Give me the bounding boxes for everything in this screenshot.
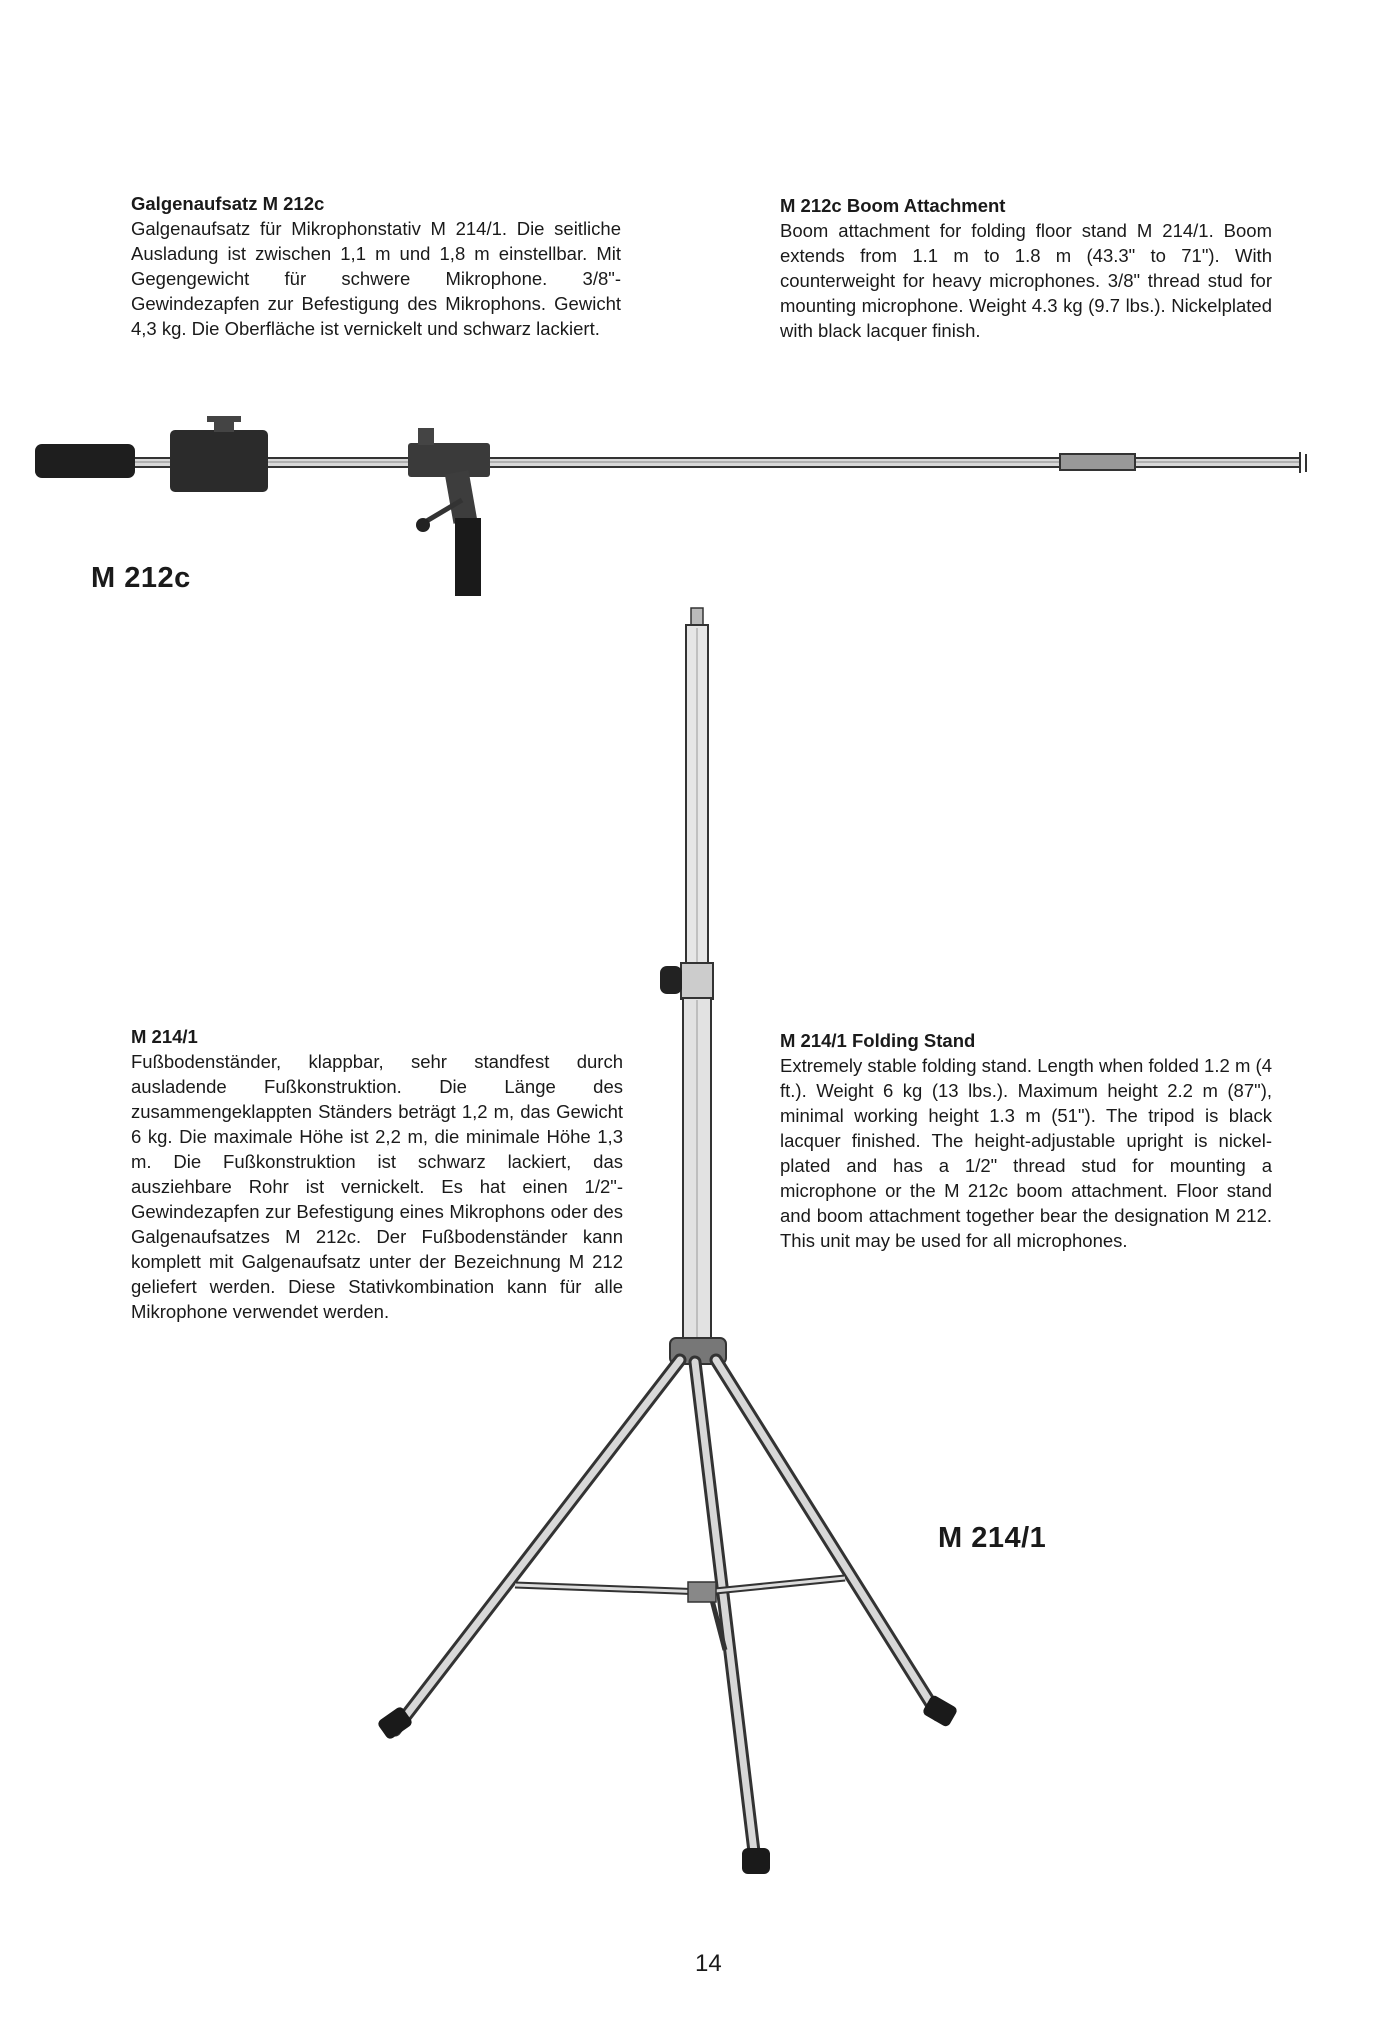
stand-title-german: M 214/1: [131, 1026, 198, 1047]
boom-body-german: Galgenaufsatz für Mikrophonstativ M 214/1. Die seitliche Ausladung ist zwischen 1,1 m und 1,8 m einstellbar. Mit Gegengewicht für schwere Mikrophone. 3/8"-Gewindezapfen zur Befestigung des Mikrophons. Gewicht 4,3 kg. Die Oberfläche ist vernickelt und schwarz lackiert.: [131, 218, 621, 339]
boom-body-english: Boom attachment for folding floor stand M 214/1. Boom extends from 1.1 m to 1.8 m (43.3" to 71"). With counterweight for heavy microphones. 3/8" thread stud for mounting microphone. Weight 4.3 kg (9.7 lbs.). Nickelplated with black lacquer finish.: [780, 220, 1272, 341]
stand-body-german: Fußbodenständer, klappbar, sehr standfest durch ausladende Fußkonstruktion. Die Länge des zusammengeklappten Ständers beträgt 1,2 m, das Gewicht 6 kg. Die maximale Höhe ist 2,2 m, die minimale Höhe 1,3 m. Die Fußkonstruktion ist schwarz lackiert, das ausziehbare Rohr ist vernickelt. Es hat einen 1/2"-Gewindezapfen zur Befestigung eines Mikrophons oder des Galgenaufsatzes M 212c. Der Fußbodenständer kann komplett mit Galgenaufsatz unter der Bezeichnung M 212 geliefert werden. Diese Stativkombination kann für alle Mikrophone verwendet werden.: [131, 1051, 623, 1322]
boom-description-english: [780, 193, 1272, 343]
boom-illustration: [35, 416, 1306, 596]
stand-body-english: Extremely stable folding stand. Length when folded 1.2 m (4 ft.). Weight 6 kg (13 lbs.). Maximum height 2.2 m (87"), minimal working height 1.3 m (51"). The tripod is black lacquer finished. The height-adjustable upright is nickel-plated and has a 1/2" thread stud for mounting a microphone or the M 212c boom attachment. Floor stand and boom attachment together bear the designation M 212. This unit may be used for all microphones.: [780, 1055, 1272, 1251]
stand-title-english: M 214/1 Folding Stand: [780, 1030, 976, 1051]
stand-description-german: [131, 1024, 623, 1324]
boom-title-english: M 212c Boom Attachment: [780, 195, 1006, 216]
boom-description-german: [131, 191, 621, 341]
stand-label: M 214/1: [938, 1522, 1047, 1554]
boom-title-german: Galgenaufsatz M 212c: [131, 193, 325, 214]
page-number: 14: [695, 1950, 722, 1977]
boom-label: M 212c: [91, 562, 191, 594]
stand-description-english: [780, 1028, 1272, 1253]
